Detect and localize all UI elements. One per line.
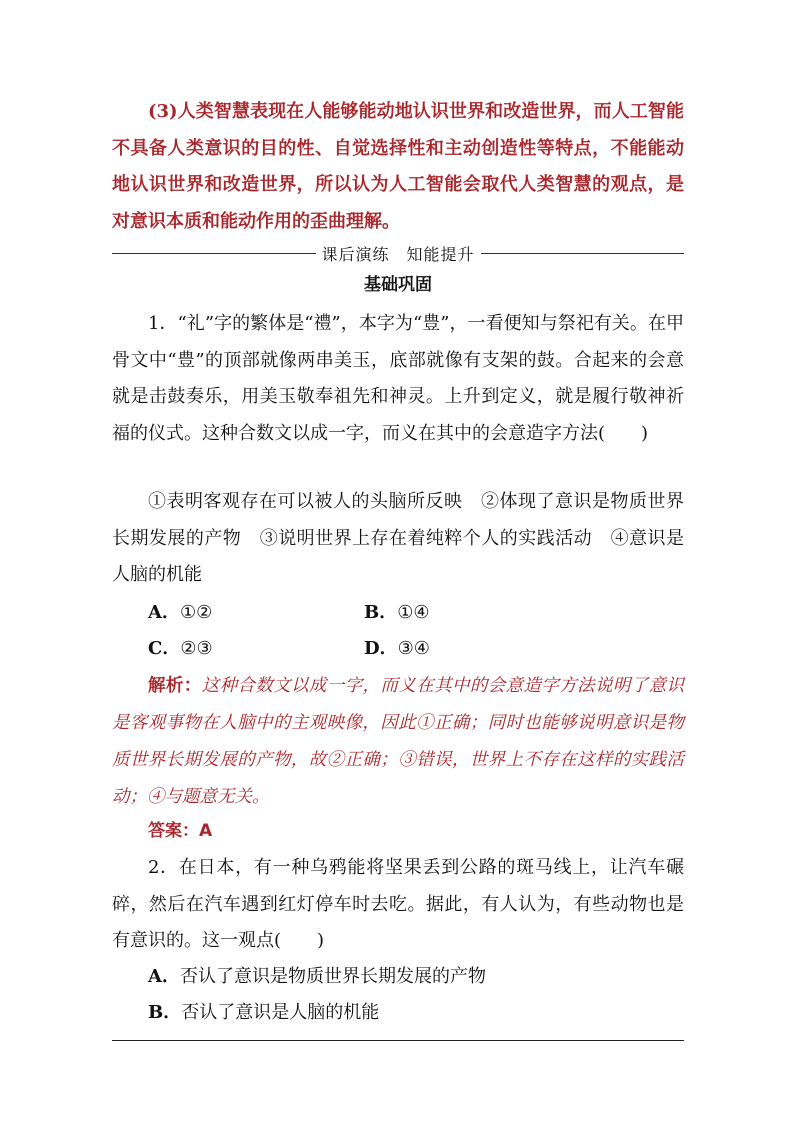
option-key: B． xyxy=(364,602,398,623)
question-1-option-b xyxy=(364,598,430,628)
question-1-statements: ①表明客观存在可以被人的头脑所反映 ②体现了意识是物质世界长期发展的产物 ③说明世界上存在着纯粹个人的实践活动 ④意识是人脑的机能 xyxy=(112,491,684,585)
option-key: C． xyxy=(148,638,181,659)
question-2-option-b xyxy=(148,998,379,1028)
explanation-lead: 解析： xyxy=(148,676,202,696)
option-value: ②③ xyxy=(180,638,213,659)
intro-answer-paragraph: (3)人类智慧表现在人能够能动地认识世界和改造世界，而人工智能不具备人类意识的目的性、自觉选择性和主动创造性等特点，不能能动地认识世界和改造世界，所以认为人工智能会取代人类智慧的观点，是对意识本质和能动作用的歪曲理解。 xyxy=(112,101,684,232)
question-1-answer: 答案：A xyxy=(148,821,213,841)
option-value: 否认了意识是人脑的机能 xyxy=(181,1002,380,1023)
bottom-rule xyxy=(112,1040,684,1041)
section-divider xyxy=(112,240,684,266)
option-key: D． xyxy=(364,638,398,659)
question-2-option-a xyxy=(148,962,486,992)
question-2-stem: 2．在日本，有一种乌鸦能将坚果丢到公路的斑马线上，让汽车碾碎，然后在汽车遇到红灯停车时去吃。据此，有人认为，有些动物也是有意识的。这一观点( ) xyxy=(112,857,684,951)
question-1-option-a xyxy=(148,598,212,628)
divider-line-right xyxy=(481,253,685,254)
divider-label: 课后演练 知能提升 xyxy=(321,244,475,264)
question-1-option-c xyxy=(148,634,213,664)
divider-line-left xyxy=(112,253,316,254)
explanation-text: 这种合数文以成一字，而义在其中的会意造字方法说明了意识是客观事物在人脑中的主观映像，因此①正确；同时也能够说明意识是物质世界长期发展的产物，故②正确；③错误，世界上不存在这样的实践活动；④与题意无关。 xyxy=(112,676,685,807)
option-key: B． xyxy=(148,1002,182,1023)
section-title: 基础巩固 xyxy=(364,275,432,295)
question-1-option-d xyxy=(364,634,430,664)
option-value: ①② xyxy=(179,602,213,623)
question-1-stem: 1．“礼”字的繁体是“禮”，本字为“豊”，一看便知与祭祀有关。在甲骨文中“豊”的顶部就像两串美玉，底部就像有支架的鼓。合起来的会意就是击鼓奏乐，用美玉敬奉祖先和神灵。上升到定义，就是履行敬神祈福的仪式。这种合数文以成一字，而义在其中的会意造字方法( ) xyxy=(112,313,684,444)
option-key: A． xyxy=(148,966,180,987)
option-key: A． xyxy=(148,602,180,623)
option-value: ③④ xyxy=(397,638,430,659)
option-value: 否认了意识是物质世界长期发展的产物 xyxy=(179,966,486,987)
option-value: ①④ xyxy=(397,602,430,623)
question-1-explanation xyxy=(112,668,684,816)
